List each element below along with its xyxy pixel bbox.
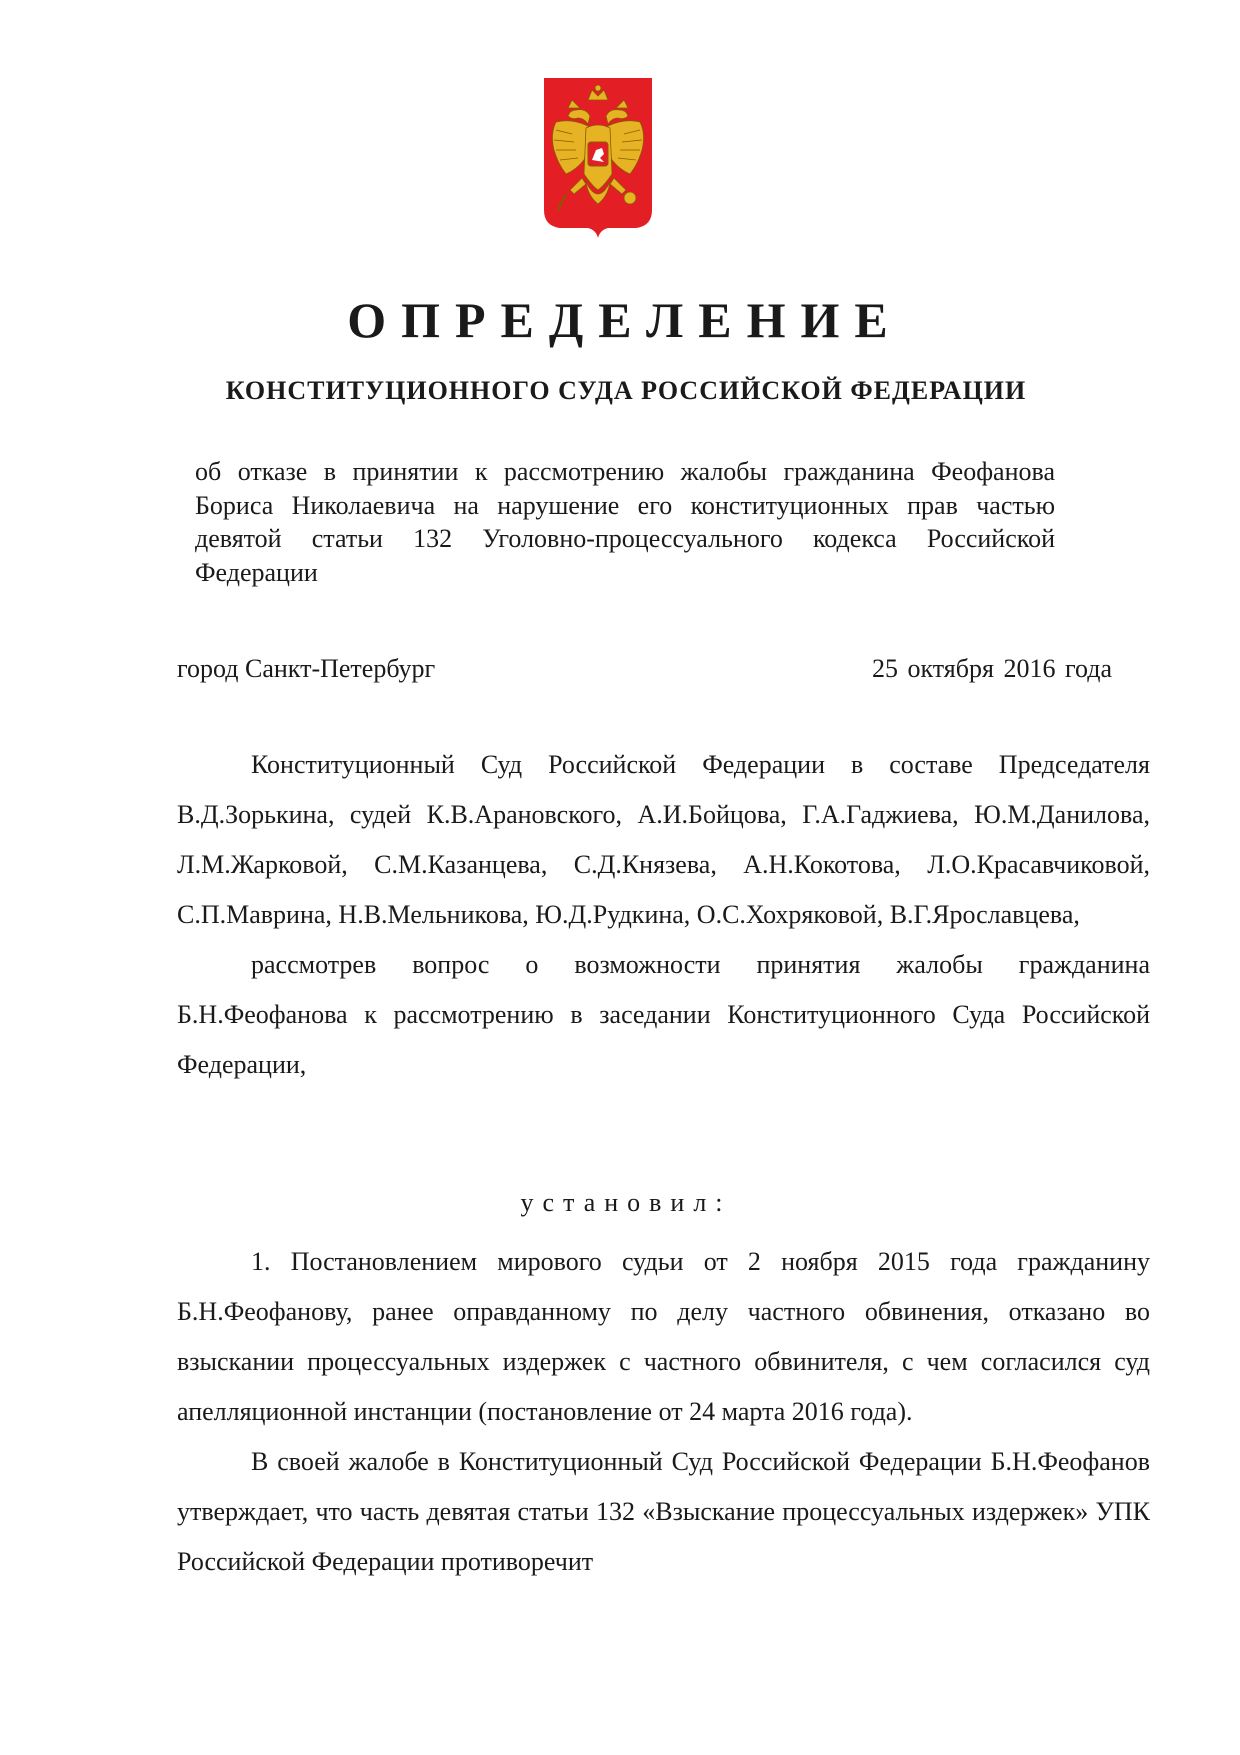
court-composition bbox=[177, 740, 1150, 1090]
city: город Санкт-Петербург bbox=[177, 654, 436, 683]
paragraph: В своей жалобе в Конституционный Суд Российской Федерации Б.Н.Феофанов утверждает, что часть девятая статьи 132 «Взыскание процессуальных издержек» УПК Российской Федерации противоречит bbox=[177, 1447, 1150, 1576]
case-subject: об отказе в принятии к рассмотрению жалобы гражданина Феофанова Бориса Николаевича на нарушение его конституционных прав частью девятой статьи 132 Уголовно-процессуального кодекса Российской Федерации bbox=[195, 457, 1055, 587]
date: 25 октября 2016 года bbox=[872, 654, 1112, 683]
eagle-icon bbox=[542, 78, 654, 254]
document-title: ОПРЕДЕЛЕНИЕ bbox=[347, 292, 903, 348]
paragraph: рассмотрев вопрос о возможности принятия жалобы гражданина Б.Н.Феофанова к рассмотрению в заседании Конституционного Суда Российской Федерации, bbox=[177, 950, 1150, 1079]
paragraph: Конституционный Суд Российской Федерации в составе Председателя В.Д.Зорькина, судей К.В.Арановского, А.И.Бойцова, Г.А.Гаджиева, Ю.М.Данилова, Л.М.Жарковой, С.М.Казанцева, С.Д.Князева, А.Н.Кокотова, Л.О.Красавчиковой, С.П.Маврина, Н.В.Мельникова, Ю.Д.Рудкина, О.С.Хохряковой, В.Г.Ярославцева, bbox=[177, 750, 1150, 929]
established-heading: установил: bbox=[520, 1188, 732, 1217]
coat-of-arms-emblem bbox=[542, 78, 654, 254]
document-subtitle: КОНСТИТУЦИОННОГО СУДА РОССИЙСКОЙ ФЕДЕРАЦИИ bbox=[225, 376, 1027, 405]
paragraph: 1. Постановлением мирового судьи от 2 ноября 2015 года гражданину Б.Н.Феофанову, ранее оправданному по делу частного обвинения, отказано во взыскании процессуальных издержек с частного обвинителя, с чем согласился суд апелляционной инстанции (постановление от 24 марта 2016 года). bbox=[177, 1247, 1150, 1426]
facts-section bbox=[177, 1237, 1150, 1587]
